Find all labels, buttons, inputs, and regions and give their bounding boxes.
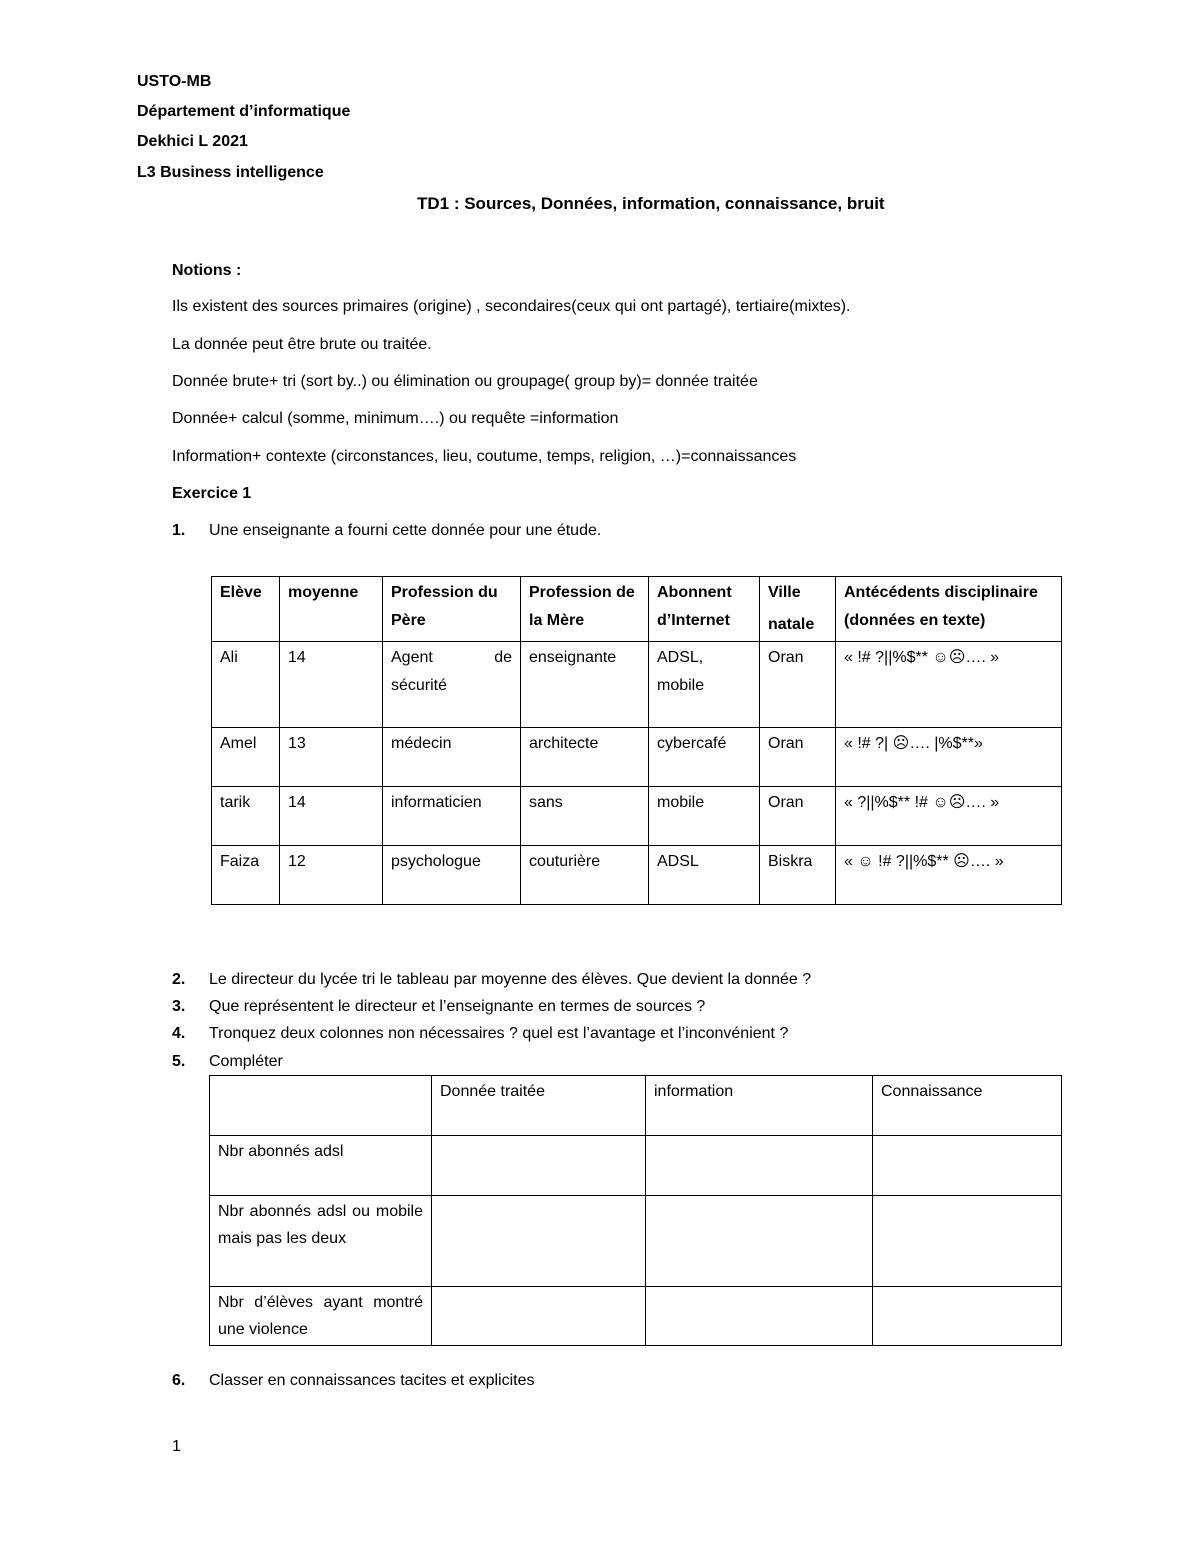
table-cell: cybercafé <box>649 728 760 787</box>
column-header: Abonnent d’Internet <box>649 577 760 642</box>
table-header-row <box>212 577 1062 642</box>
table-cell: Oran <box>760 728 836 787</box>
row-label: Nbr abonnés adsl ou mobile mais pas les deux <box>210 1196 432 1287</box>
notions-heading: Notions : <box>172 262 242 279</box>
question-text: Une enseignante a fourni cette donnée pour une étude. <box>209 522 602 539</box>
empty-cell[interactable] <box>646 1136 873 1196</box>
department-name: Département d’informatique <box>137 103 351 120</box>
table-cell: ADSL, mobile <box>649 642 760 728</box>
empty-cell[interactable] <box>432 1136 646 1196</box>
notion-line: Information+ contexte (circonstances, lieu, coutume, temps, religion, …)=connaissances <box>172 448 797 465</box>
table-row <box>212 728 1062 787</box>
table-cell: Ali <box>212 642 280 728</box>
column-header: Connaissance <box>873 1076 1062 1136</box>
table-cell: Biskra <box>760 846 836 905</box>
question-5 <box>172 1052 283 1072</box>
table-cell: « !# ?| ☹…. |%$**» <box>836 728 1062 787</box>
question-2 <box>172 970 811 990</box>
table-cell: enseignante <box>521 642 649 728</box>
table-row <box>212 846 1062 905</box>
table-header-row <box>210 1076 1062 1136</box>
column-header: Profession de la Mère <box>521 577 649 642</box>
table-cell: mobile <box>649 787 760 846</box>
row-label: Nbr d’élèves ayant montré une violence <box>210 1287 432 1346</box>
institution-name: USTO-MB <box>137 73 212 90</box>
question-text: Compléter <box>209 1053 283 1070</box>
empty-cell[interactable] <box>432 1196 646 1287</box>
author-year: Dekhici L 2021 <box>137 133 248 150</box>
column-header <box>210 1076 432 1136</box>
question-number: 5. <box>172 1053 186 1070</box>
table-cell: tarik <box>212 787 280 846</box>
table-cell: 14 <box>280 787 383 846</box>
column-header: Donnée traitée <box>432 1076 646 1136</box>
notion-line: La donnée peut être brute ou traitée. <box>172 336 432 353</box>
question-number: 1. <box>172 522 186 539</box>
column-header: information <box>646 1076 873 1136</box>
row-label: Nbr abonnés adsl <box>210 1136 432 1196</box>
question-number: 6. <box>172 1372 186 1389</box>
question-number: 4. <box>172 1025 186 1042</box>
column-header: moyenne <box>280 577 383 642</box>
question-text: Que représentent le directeur et l’enseignante en termes de sources ? <box>209 998 706 1015</box>
column-header-line: natale <box>768 616 815 633</box>
table-cell: Amel <box>212 728 280 787</box>
table-cell: ADSL <box>649 846 760 905</box>
column-header-line: Ville <box>768 584 801 601</box>
question-6 <box>172 1371 535 1391</box>
empty-cell[interactable] <box>646 1287 873 1346</box>
table-row <box>210 1196 1062 1287</box>
table-cell: Agent de sécurité <box>383 642 521 728</box>
table-cell: 12 <box>280 846 383 905</box>
column-header: Elève <box>212 577 280 642</box>
table-cell: Oran <box>760 642 836 728</box>
exercise-heading: Exercice 1 <box>172 485 252 502</box>
completion-table <box>209 1075 1062 1346</box>
page-number: 1 <box>172 1438 181 1455</box>
table-cell: « !# ?||%$** ☺☹…. » <box>836 642 1062 728</box>
column-header: Antécédents disciplinaire (données en texte) <box>836 577 1062 642</box>
table-cell: psychologue <box>383 846 521 905</box>
table-cell: informaticien <box>383 787 521 846</box>
question-text: Classer en connaissances tacites et explicites <box>209 1372 535 1389</box>
question-text: Le directeur du lycée tri le tableau par moyenne des élèves. Que devient la donnée ? <box>209 971 812 988</box>
question-4 <box>172 1024 788 1044</box>
question-1 <box>172 521 601 541</box>
student-data-table <box>211 576 1062 905</box>
table-row <box>210 1136 1062 1196</box>
notion-line: Donnée brute+ tri (sort by..) ou élimination ou groupage( group by)= donnée traitée <box>172 373 758 390</box>
table-row <box>212 642 1062 728</box>
empty-cell[interactable] <box>873 1196 1062 1287</box>
table-cell: 14 <box>280 642 383 728</box>
empty-cell[interactable] <box>873 1287 1062 1346</box>
question-3 <box>172 997 705 1017</box>
table-cell: sans <box>521 787 649 846</box>
column-header <box>760 577 836 642</box>
table-cell: Oran <box>760 787 836 846</box>
column-header: Profession du Père <box>383 577 521 642</box>
empty-cell[interactable] <box>646 1196 873 1287</box>
table-cell: médecin <box>383 728 521 787</box>
notion-line: Donnée+ calcul (somme, minimum….) ou requête =information <box>172 410 619 427</box>
table-cell: architecte <box>521 728 649 787</box>
table-row <box>210 1287 1062 1346</box>
course-name: L3 Business intelligence <box>137 164 324 181</box>
table-row <box>212 787 1062 846</box>
question-text: Tronquez deux colonnes non nécessaires ? quel est l’avantage et l’inconvénient ? <box>209 1025 789 1042</box>
question-number: 2. <box>172 971 186 988</box>
table-cell: couturière <box>521 846 649 905</box>
notion-line: Ils existent des sources primaires (origine) , secondaires(ceux qui ont partagé), tertiaire(mixtes). <box>172 298 851 315</box>
table-cell: « ?||%$** !# ☺☹…. » <box>836 787 1062 846</box>
document-title: TD1 : Sources, Données, information, connaissance, bruit <box>417 194 885 213</box>
table-cell: Faiza <box>212 846 280 905</box>
empty-cell[interactable] <box>873 1136 1062 1196</box>
empty-cell[interactable] <box>432 1287 646 1346</box>
question-number: 3. <box>172 998 186 1015</box>
table-cell: « ☺ !# ?||%$** ☹…. » <box>836 846 1062 905</box>
table-cell: 13 <box>280 728 383 787</box>
